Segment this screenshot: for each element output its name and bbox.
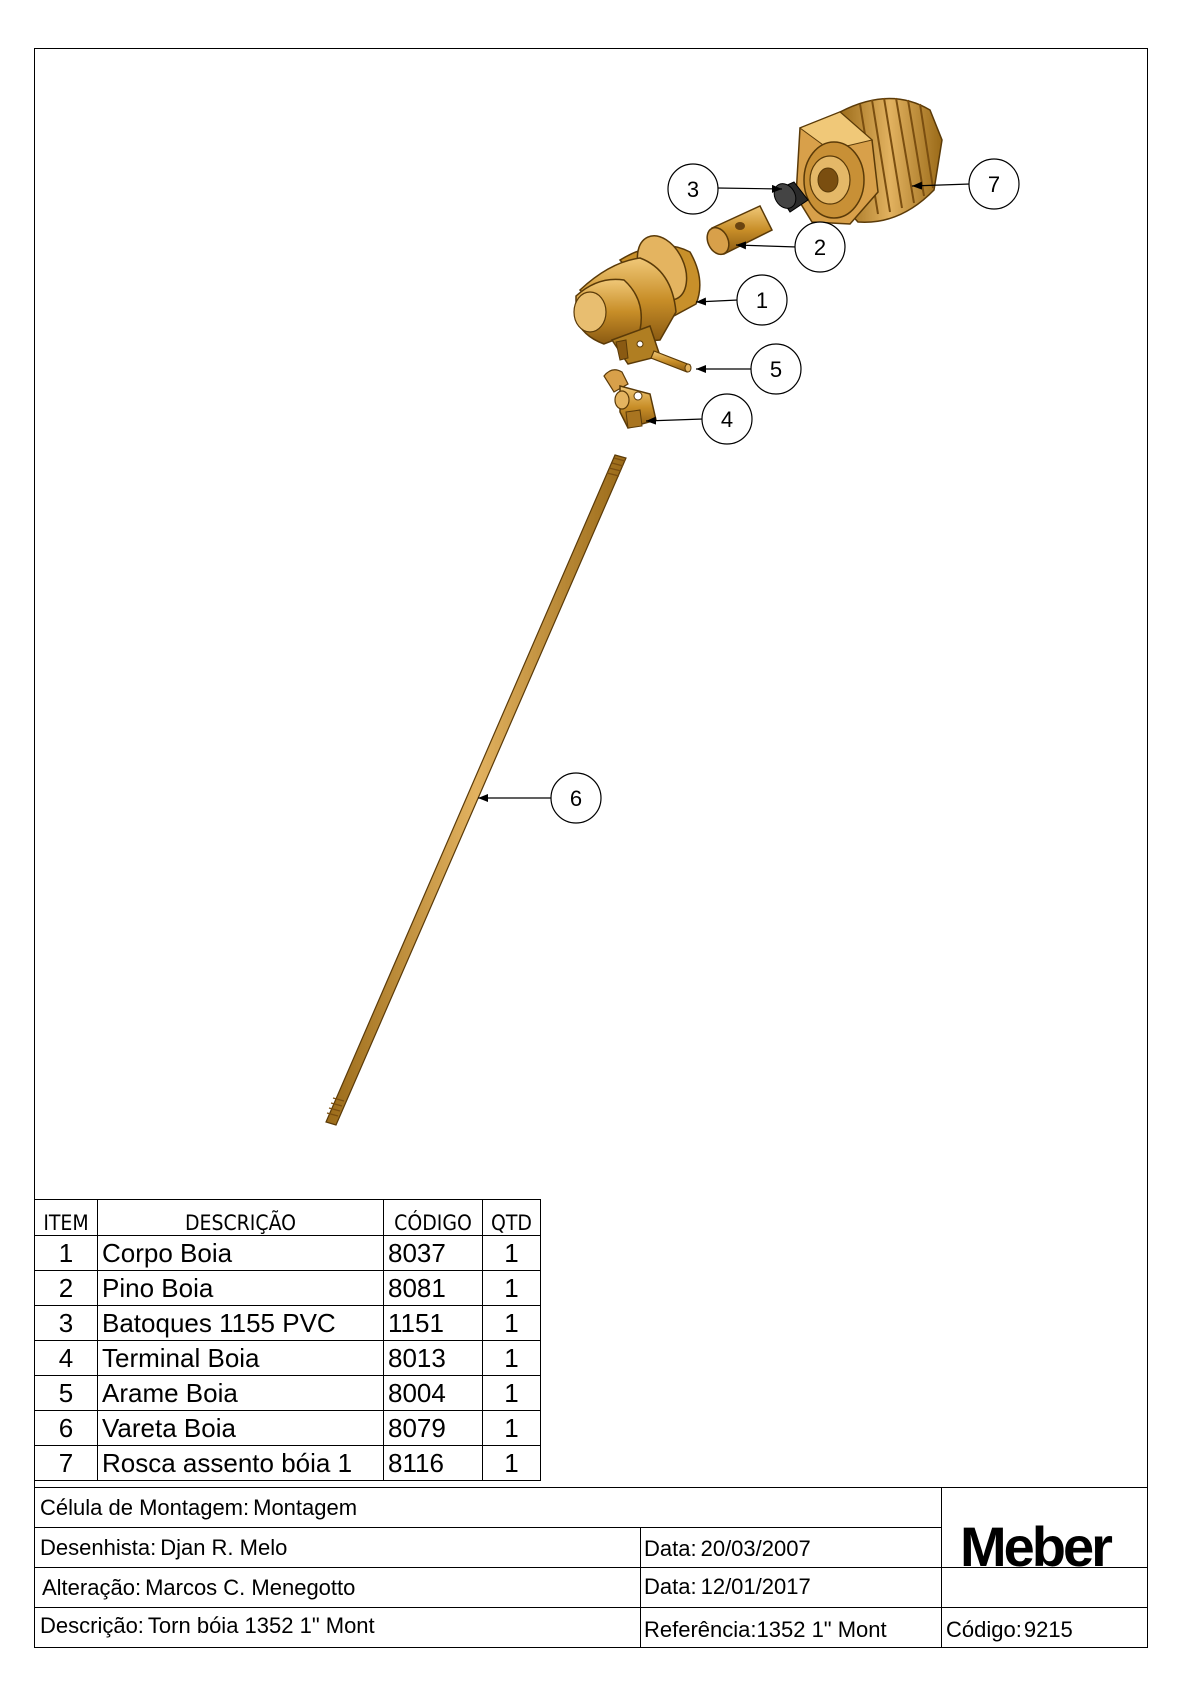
- cell-qtd: 1: [483, 1411, 541, 1446]
- celula-field: [40, 1495, 357, 1521]
- data-criacao-field: [644, 1536, 811, 1562]
- table-row: [35, 1446, 541, 1481]
- part-terminal: [604, 370, 656, 428]
- cell-item: 3: [35, 1306, 98, 1341]
- cell-item: 1: [35, 1236, 98, 1271]
- svg-text:5: 5: [769, 357, 783, 382]
- descricao-value: Torn bóia 1352 1" Mont: [147, 1613, 375, 1638]
- table-row: [35, 1271, 541, 1306]
- cell-descricao: Batoques 1155 PVC: [98, 1306, 384, 1341]
- cell-descricao: Vareta Boia: [98, 1411, 384, 1446]
- cell-codigo: 8079: [384, 1411, 483, 1446]
- part-corpo: [574, 228, 700, 364]
- leader-3: [717, 188, 782, 189]
- table-row: [35, 1411, 541, 1446]
- cell-descricao: Arame Boia: [98, 1376, 384, 1411]
- cell-codigo: 8081: [384, 1271, 483, 1306]
- cell-qtd: 1: [483, 1236, 541, 1271]
- cell-item: 4: [35, 1341, 98, 1376]
- meber-logo: Meber: [960, 1515, 1110, 1578]
- cell-descricao: Pino Boia: [98, 1271, 384, 1306]
- cell-item: 6: [35, 1411, 98, 1446]
- data-criacao-value: 20/03/2007: [700, 1536, 811, 1561]
- referencia-field: [644, 1617, 887, 1643]
- cell-codigo: 1151: [384, 1306, 483, 1341]
- data-alteracao-field: [644, 1574, 811, 1600]
- table-row: [35, 1376, 541, 1411]
- cell-codigo: 8037: [384, 1236, 483, 1271]
- title-block-line: [34, 1607, 1148, 1608]
- data-alteracao-label: Data:: [644, 1574, 697, 1599]
- col-codigo-header: CÓDIGO: [384, 1200, 483, 1236]
- cell-qtd: 1: [483, 1376, 541, 1411]
- svg-text:7: 7: [987, 172, 1001, 197]
- col-descricao-header: DESCRIÇÃO: [98, 1200, 384, 1236]
- balloon-5: [751, 344, 801, 394]
- table-row: [35, 1236, 541, 1271]
- codigo-value: 9215: [1023, 1617, 1073, 1642]
- parts-list-table: [34, 1199, 541, 1481]
- referencia-label: Referência:: [644, 1617, 757, 1642]
- cell-item: 7: [35, 1446, 98, 1481]
- cell-descricao: Terminal Boia: [98, 1341, 384, 1376]
- desenhista-value: Djan R. Melo: [160, 1535, 288, 1560]
- col-qtd-header: QTD: [483, 1200, 541, 1236]
- svg-text:4: 4: [720, 407, 734, 432]
- part-arame: [651, 351, 691, 372]
- cell-codigo: 8013: [384, 1341, 483, 1376]
- title-block-line: [34, 1527, 942, 1528]
- celula-value: Montagem: [253, 1495, 358, 1520]
- cell-qtd: 1: [483, 1446, 541, 1481]
- codigo-field: [946, 1617, 1073, 1643]
- balloon-4: [702, 394, 752, 444]
- data-criacao-label: Data:: [644, 1536, 697, 1561]
- alteracao-value: Marcos C. Menegotto: [145, 1575, 356, 1600]
- cell-item: 5: [35, 1376, 98, 1411]
- title-block-divider: [640, 1527, 641, 1648]
- title-block-divider: [941, 1487, 942, 1648]
- codigo-label: Código:: [946, 1617, 1022, 1642]
- referencia-value: 1352 1" Mont: [756, 1617, 887, 1642]
- cell-item: 2: [35, 1271, 98, 1306]
- cell-qtd: 1: [483, 1341, 541, 1376]
- leader-2: [736, 245, 797, 247]
- desenhista-label: Desenhista:: [40, 1535, 157, 1560]
- cell-descricao: Corpo Boia: [98, 1236, 384, 1271]
- title-block-top-line: [34, 1487, 1148, 1488]
- col-item-header: ITEM: [35, 1200, 98, 1236]
- svg-text:2: 2: [813, 235, 827, 260]
- balloon-3: [668, 164, 718, 214]
- table-row: [35, 1341, 541, 1376]
- cell-codigo: 8116: [384, 1446, 483, 1481]
- balloon-1: [737, 275, 787, 325]
- table-header-row: [35, 1200, 541, 1236]
- balloon-7: [969, 159, 1019, 209]
- data-alteracao-value: 12/01/2017: [700, 1574, 811, 1599]
- descricao-field: [40, 1613, 375, 1639]
- balloon-2: [795, 222, 845, 272]
- part-pino: [703, 206, 772, 258]
- part-rosca-assento: [796, 98, 942, 224]
- svg-text:1: 1: [755, 288, 769, 313]
- table-row: [35, 1306, 541, 1341]
- desenhista-field: [40, 1535, 287, 1561]
- cell-qtd: 1: [483, 1306, 541, 1341]
- cell-qtd: 1: [483, 1271, 541, 1306]
- cell-codigo: 8004: [384, 1376, 483, 1411]
- celula-label: Célula de Montagem:: [40, 1495, 250, 1520]
- svg-text:6: 6: [569, 786, 583, 811]
- balloon-6: [551, 773, 601, 823]
- svg-text:3: 3: [686, 177, 700, 202]
- cell-descricao: Rosca assento bóia 1: [98, 1446, 384, 1481]
- alteracao-label: Alteração:: [42, 1575, 142, 1600]
- descricao-label: Descrição:: [40, 1613, 144, 1638]
- alteracao-field: [42, 1575, 355, 1601]
- leader-1: [696, 300, 738, 302]
